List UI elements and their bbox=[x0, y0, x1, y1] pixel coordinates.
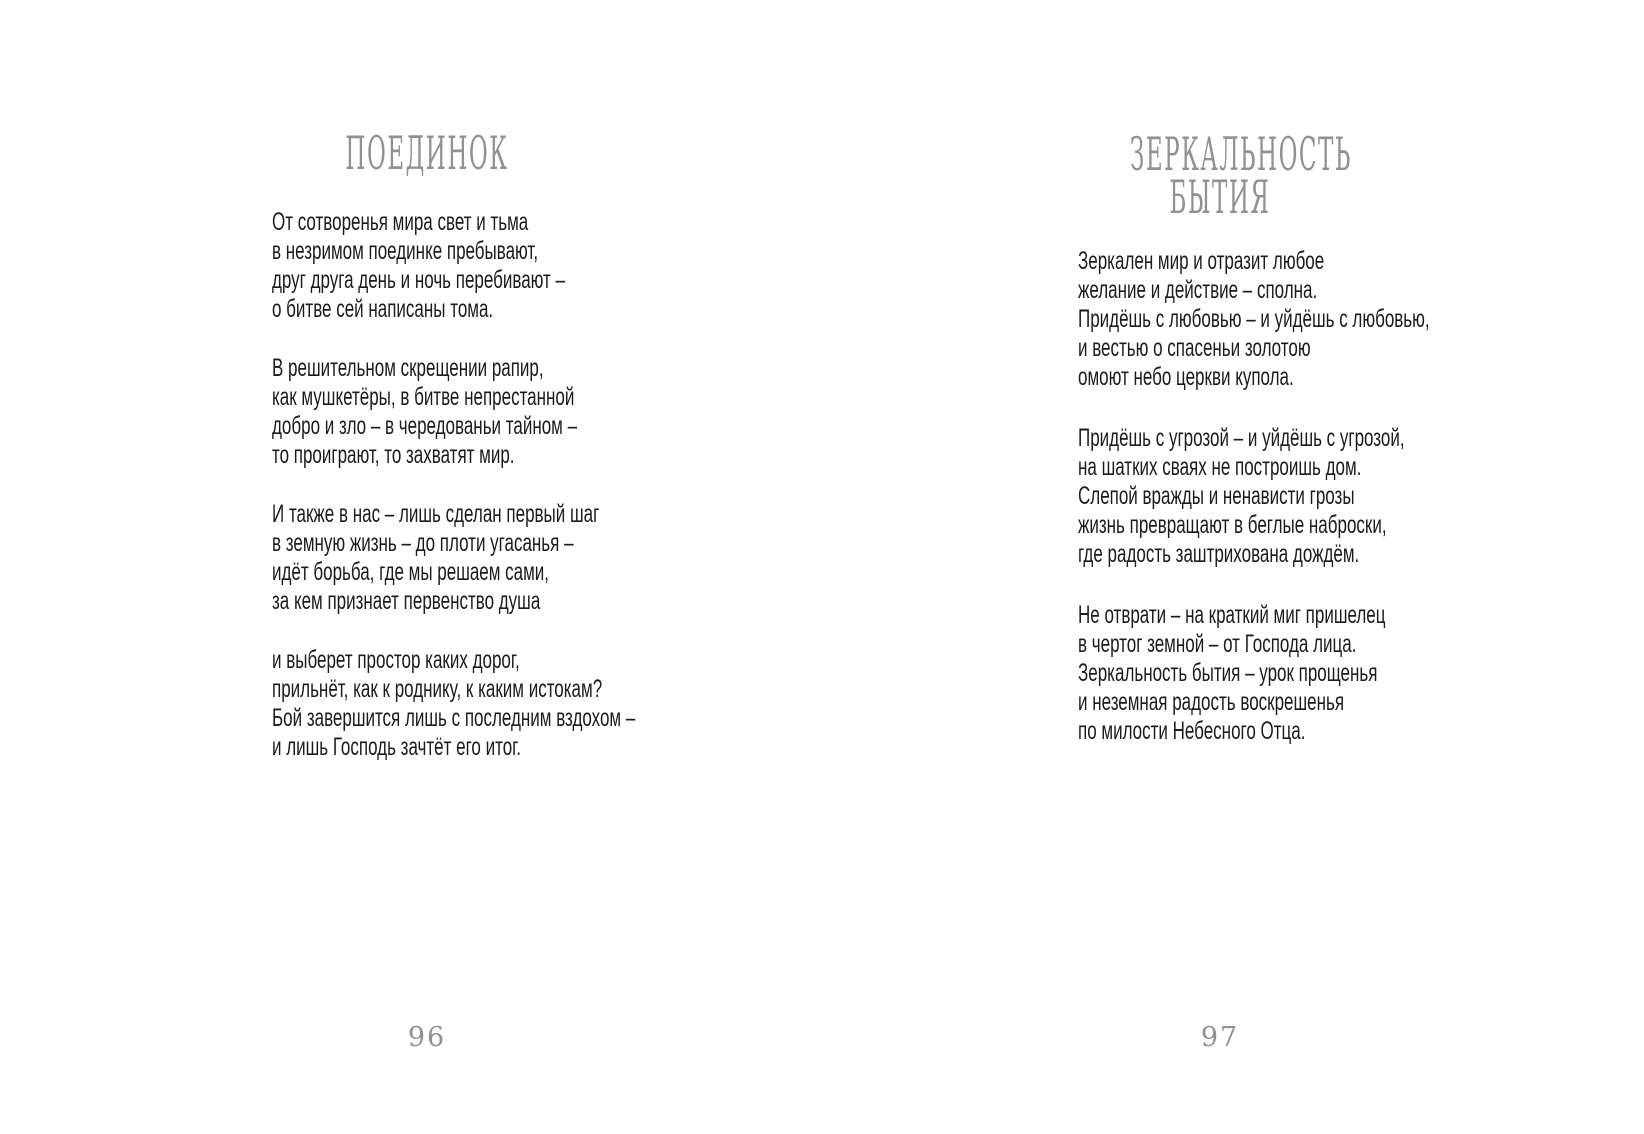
poem-line: Придёшь с угрозой – и уйдёшь с угрозой, bbox=[1078, 424, 1405, 452]
poem-line: Придёшь с любовью – и уйдёшь с любовью, bbox=[1078, 305, 1430, 333]
poem-line: и лишь Господь зачтёт его итог. bbox=[272, 733, 522, 761]
poem-line: В решительном скрещении рапир, bbox=[272, 354, 544, 382]
poem-line: идёт борьба, где мы решаем сами, bbox=[272, 558, 550, 586]
right-poem-title-line-2: БЫТИЯ bbox=[1169, 170, 1271, 224]
poem-line: где радость заштрихована дождём. bbox=[1078, 540, 1360, 568]
poem-line: желание и действие – сполна. bbox=[1078, 276, 1318, 304]
poem-line: прильнёт, как к роднику, к каким истокам? bbox=[272, 675, 603, 703]
poem-line: как мушкетёры, в битве непрестанной bbox=[272, 383, 575, 411]
poem-line: жизнь превращают в беглые наброски, bbox=[1078, 511, 1387, 539]
poem-line: И также в нас – лишь сделан первый шаг bbox=[272, 500, 600, 528]
poem-stanza bbox=[1078, 601, 1430, 746]
poem-line: на шатких сваях не построишь дом. bbox=[1078, 453, 1362, 481]
poem-line: то проиграют, то захватят мир. bbox=[272, 441, 515, 469]
poem-stanza bbox=[272, 646, 635, 762]
left-poem-title: ПОЕДИНОК bbox=[345, 126, 509, 180]
poem-line: и неземная радость воскрешенья bbox=[1078, 688, 1345, 716]
poem-line: по милости Небесного Отца. bbox=[1078, 717, 1306, 745]
poem-line: От сотворенья мира свет и тьма bbox=[272, 208, 529, 236]
poem-stanza bbox=[1078, 424, 1430, 569]
poem-line: в земную жизнь – до плоти угасанья – bbox=[272, 529, 574, 557]
poem-line: о битве сей написаны тома. bbox=[272, 295, 494, 323]
poem-line: омоют небо церкви купола. bbox=[1078, 363, 1294, 391]
poem-line: друг друга день и ночь перебивают – bbox=[272, 266, 566, 294]
poem-stanza bbox=[272, 208, 635, 324]
right-poem-title-line-1: ЗЕРКАЛЬНОСТЬ bbox=[1130, 127, 1352, 181]
poem-line: Бой завершится лишь с последним вздохом – bbox=[272, 704, 636, 732]
poem-stanza bbox=[272, 500, 635, 616]
right-poem-body bbox=[1078, 247, 1430, 746]
poem-line: Не отврати – на краткий миг пришелец bbox=[1078, 601, 1386, 629]
poem-line: и выберет простор каких дорог, bbox=[272, 646, 520, 674]
poem-stanza bbox=[1078, 247, 1430, 392]
poem-line: Зеркален мир и отразит любое bbox=[1078, 247, 1325, 275]
poem-line: в чертог земной – от Господа лица. bbox=[1078, 630, 1357, 658]
poem-line: и вестью о спасеньи золотою bbox=[1078, 334, 1311, 362]
left-poem-body bbox=[272, 208, 635, 762]
poem-line: Слепой вражды и ненависти грозы bbox=[1078, 482, 1355, 510]
poem-line: Зеркальность бытия – урок прощенья bbox=[1078, 659, 1378, 687]
right-page-number: 97 bbox=[1200, 1022, 1240, 1053]
poem-line: за кем признает первенство душа bbox=[272, 587, 541, 615]
poem-line: в незримом поединке пребывают, bbox=[272, 237, 539, 265]
poem-line: добро и зло – в чередованьи тайном – bbox=[272, 412, 578, 440]
left-page-number: 96 bbox=[407, 1022, 447, 1053]
right-poem-title bbox=[1130, 127, 1352, 224]
poem-stanza bbox=[272, 354, 635, 470]
